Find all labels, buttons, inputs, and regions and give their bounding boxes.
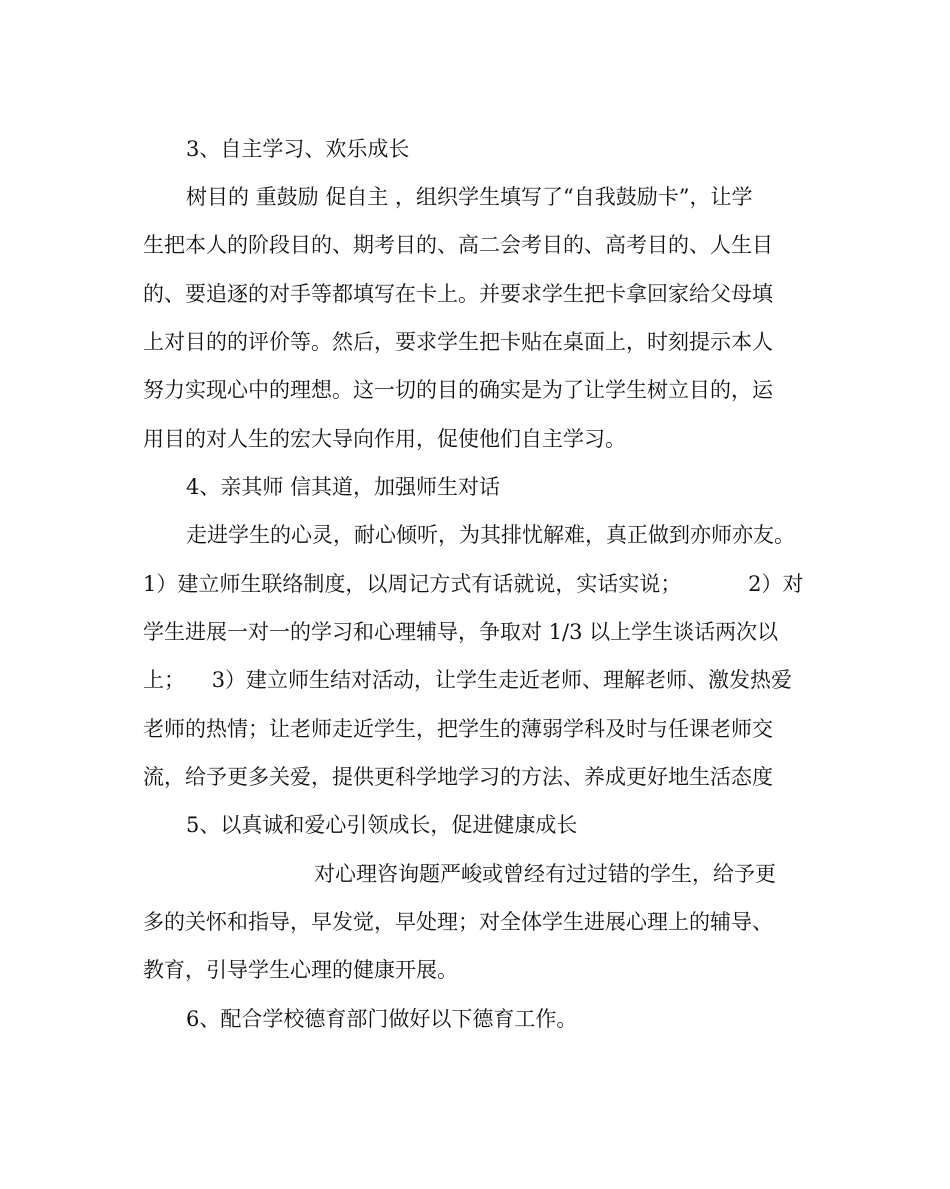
paragraph-line: 老师的热情；让老师走近学生，把学生的薄弱学科及时与任课老师交 <box>143 717 773 741</box>
paragraph-line: 用目的对人生的宏大导向作用，促使他们自主学习。 <box>143 427 626 451</box>
heading-section-6: 6、配合学校德育部门做好以下德育工作。 <box>186 1007 578 1031</box>
paragraph-line: 多的关怀和指导，早发觉，早处理；对全体学生进展心理上的辅导、 <box>143 910 773 934</box>
paragraph-line: 教育，引导学生心理的健康开展。 <box>143 958 458 982</box>
paragraph-line: 上对目的的评价等。然后，要求学生把卡贴在桌面上，时刻提示本人 <box>143 330 773 354</box>
paragraph-line: 学生进展一对一的学习和心理辅导，争取对 1/3 以上学生谈话两次以 <box>143 620 779 644</box>
heading-section-3: 3、自主学习、欢乐成长 <box>186 137 410 161</box>
heading-section-5: 5、以真诚和爱心引领成长，促进健康成长 <box>186 813 578 837</box>
paragraph-line: 树目的 重鼓励 促自主 ，组织学生填写了“自我鼓励卡”，让学 <box>186 185 753 209</box>
paragraph-line: 走进学生的心灵，耐心倾听，为其排忧解难，真正做到亦师亦友。 <box>186 523 795 547</box>
paragraph-line: 努力实现心中的理想。这一切的目的确实是为了让学生树立目的，运 <box>143 378 773 402</box>
paragraph-line: 的、要追逐的对手等都填写在卡上。并要求学生把卡拿回家给父母填 <box>143 282 773 306</box>
paragraph-line: 上； 3）建立师生结对活动，让学生走近老师、理解老师、激发热爱 <box>143 668 793 692</box>
paragraph-line: 生把本人的阶段目的、期考目的、高二会考目的、高考目的、人生目 <box>143 233 773 257</box>
heading-section-4: 4、亲其师 信其道，加强师生对话 <box>186 475 501 499</box>
paragraph-line: 1）建立师生联络制度，以周记方式有话就说，实话实说； 2）对 <box>143 572 804 596</box>
paragraph-line: 对心理咨询题严峻或曾经有过过错的学生，给予更 <box>314 862 776 886</box>
paragraph-line: 流，给予更多关爱，提供更科学地学习的方法、养成更好地生活态度 <box>143 765 773 789</box>
